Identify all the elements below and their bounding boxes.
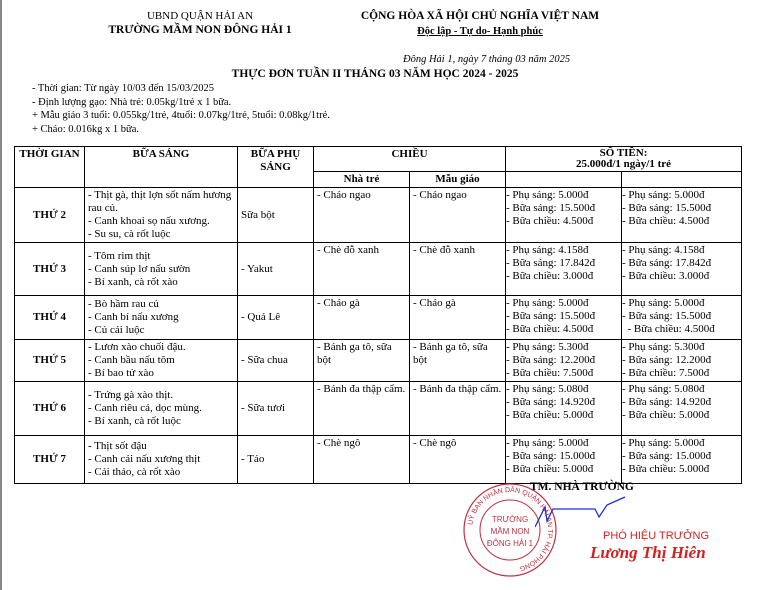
breakfast-line: - Su su, cà rốt luộc (88, 228, 171, 240)
note: - Định lượng gạo: Nhà trẻ: 0.05kg/1trẻ x 1 bữa. (32, 96, 232, 108)
nursery-cell: - Cháo ngao (314, 188, 410, 243)
cost1-line: - Phụ sáng: 5.080đ (506, 383, 589, 395)
cost1-line: - Phụ sáng: 4.158đ (506, 244, 589, 256)
breakfast-line: - Canh riêu cá, dọc mùng. (88, 402, 202, 414)
table-row (15, 340, 742, 382)
table-row (15, 188, 742, 243)
header-nursery: Nhà trẻ (314, 172, 410, 188)
header-breakfast: BỮA SÁNG (85, 147, 238, 188)
table-row (15, 243, 742, 296)
cost-cell (506, 382, 622, 436)
breakfast-line: - Canh khoai sọ nấu xương. (88, 215, 210, 227)
cost1-line: - Phụ sáng: 5.000đ (506, 297, 589, 309)
kindergarten-cell: - Chè đỗ xanh (410, 243, 506, 296)
cost1-line: - Bữa chiều: 7.500đ (506, 367, 594, 379)
date-line: Đông Hải 1, ngày 7 tháng 03 năm 2025 (403, 54, 571, 65)
kindergarten-cell: - Bánh đa thập cẩm. (410, 382, 506, 436)
breakfast-cell (85, 188, 238, 243)
signature-scribble (535, 495, 635, 535)
signature-name: Lương Thị Hiên (590, 543, 706, 562)
header-money-empty-2 (622, 172, 742, 188)
cost1-line: - Bữa chiều: 4.500đ (506, 215, 594, 227)
note: - Thời gian: Từ ngày 10/03 đến 15/03/2025 (32, 83, 215, 94)
kindergarten-cell: - Chè ngô (410, 436, 506, 484)
breakfast-line: - Bí xanh, cà rốt luộc (88, 415, 181, 427)
cost1-line: - Bữa sáng: 12.200đ (506, 354, 596, 366)
header-snack: BỮA PHỤ SÁNG (238, 147, 314, 188)
table-row (15, 296, 742, 340)
nursery-cell: - Cháo gà (314, 296, 410, 340)
day-cell: THỨ 3 (15, 243, 85, 296)
cost-cell (506, 188, 622, 243)
kindergarten-cell: - Cháo ngao (410, 188, 506, 243)
money-rate: 25.000đ/1 ngày/1 trẻ (575, 158, 672, 170)
signature-for: TM. NHÀ TRƯỜNG (530, 481, 634, 493)
cost2-line: - Phụ sáng: 5.000đ (622, 437, 705, 449)
breakfast-cell (85, 243, 238, 296)
day-cell: THỨ 5 (15, 340, 85, 382)
cost2-line: - Bữa chiều: 4.500đ (622, 215, 710, 227)
cost1-line: - Phụ sáng: 5.300đ (506, 341, 589, 353)
menu-table (14, 146, 742, 484)
cost-cell (506, 340, 622, 382)
note: + Cháo: 0.016kg x 1 bữa. (32, 123, 139, 135)
breakfast-line: - Canh bí nấu xương (88, 311, 179, 323)
svg-text:ĐÔNG HẢI 1: ĐÔNG HẢI 1 (486, 539, 534, 548)
breakfast-cell (85, 436, 238, 484)
day-cell: THỨ 4 (15, 296, 85, 340)
breakfast-line: - Lươn xào chuối đậu. (88, 341, 186, 353)
header-time: THỜI GIAN (15, 147, 85, 188)
snack-cell: - Sữa tươi (238, 382, 314, 436)
nursery-cell: - Chè đỗ xanh (314, 243, 410, 296)
page-edge (0, 0, 2, 590)
breakfast-cell (85, 382, 238, 436)
breakfast-line: - Canh súp lơ nấu sườn (88, 262, 191, 275)
menu-title: THỰC ĐƠN TUẦN II THÁNG 03 NĂM HỌC 2024 - 2025 (231, 68, 519, 80)
cost2-line: - Bữa sáng: 17.842đ (622, 257, 712, 269)
cost-cell (506, 436, 622, 484)
kindergarten-cell: - Bánh ga tô, sữa bột (410, 340, 506, 382)
day-cell: THỨ 7 (15, 436, 85, 484)
breakfast-line: - Canh bầu nấu tôm (88, 354, 175, 366)
cost1-line: - Bữa chiều: 5.000đ (506, 409, 594, 421)
table-row (15, 382, 742, 436)
nursery-cell: - Bánh ga tô, sữa bột (314, 340, 410, 382)
day-cell: THỨ 2 (15, 188, 85, 243)
header-money (506, 147, 742, 172)
cost2-line: - Bữa chiều: 7.500đ (622, 367, 710, 379)
cost1-line: - Bữa sáng: 15.500đ (506, 202, 596, 214)
cost2-line: - Phụ sáng: 4.158đ (622, 244, 705, 256)
snack-cell: - Quả Lê (238, 296, 314, 340)
cost1-line: - Phụ sáng: 5.000đ (506, 189, 589, 201)
snack-cell: Sữa bột (238, 188, 314, 243)
note: + Mẫu giáo 3 tuổi: 0.055kg/1trẻ, 4tuổi: 0.07kg/1trẻ, 5tuổi: 0.08kg/1trẻ. (32, 110, 330, 121)
cost2-line: - Bữa chiều: 5.000đ (622, 463, 710, 475)
cost2-line: - Bữa chiều: 5.000đ (622, 409, 710, 421)
cost2-line: - Bữa sáng: 15.000đ (622, 450, 712, 462)
cost1-line: - Bữa chiều: 5.000đ (506, 463, 594, 475)
breakfast-cell (85, 340, 238, 382)
snack-cell: - Sữa chua (238, 340, 314, 382)
signature-position: PHÓ HIỆU TRƯỞNG (603, 530, 710, 542)
svg-text:TRƯỜNG: TRƯỜNG (491, 515, 529, 524)
table-row (15, 436, 742, 484)
cost1-line: - Bữa sáng: 15.000đ (506, 450, 596, 462)
cost-cell (506, 296, 622, 340)
cost2-line: - Bữa sáng: 15.500đ (622, 202, 712, 214)
cost2-line: - Phụ sáng: 5.000đ (622, 189, 705, 201)
cost-cell (622, 436, 742, 484)
cost-cell (622, 243, 742, 296)
cost2-line: - Phụ sáng: 5.300đ (622, 341, 705, 353)
breakfast-line: - Bò hầm rau củ (88, 298, 159, 310)
money-label: SỐ TIỀN: (599, 147, 648, 159)
breakfast-line: - Canh cải nấu xương thịt (88, 453, 201, 465)
motto: Độc lập - Tự do- Hạnh phúc (417, 26, 543, 37)
cost2-line: - Bữa sáng: 15.500đ (622, 310, 712, 322)
cost-cell (622, 340, 742, 382)
cost-cell (622, 188, 742, 243)
header-money-empty-1 (506, 172, 622, 188)
nation-title: CỘNG HÒA XÃ HỘI CHỦ NGHĨA VIỆT NAM (360, 10, 600, 22)
cost2-line: - Bữa sáng: 12.200đ (622, 354, 712, 366)
cost1-line: - Bữa chiều: 4.500đ (506, 323, 594, 335)
cost1-line: - Bữa sáng: 15.500đ (506, 310, 596, 322)
kindergarten-cell: - Cháo gà (410, 296, 506, 340)
cost2-line: - Phụ sáng: 5.080đ (622, 383, 705, 395)
notes (32, 82, 330, 136)
snack-cell: - Yakut (238, 243, 314, 296)
school-name: TRƯỜNG MẦM NON ĐÔNG HẢI 1 (108, 24, 292, 36)
cost1-line: - Bữa chiều: 3.000đ (506, 270, 594, 282)
nursery-cell: - Bánh đa thập cẩm. (314, 382, 410, 436)
cost1-line: - Phụ sáng: 5.000đ (506, 437, 589, 449)
breakfast-cell (85, 296, 238, 340)
cost2-line: - Phụ sáng: 5.000đ (622, 297, 705, 309)
cost1-line: - Bữa sáng: 14.920đ (506, 396, 596, 408)
breakfast-line: - Thịt gà, thịt lợn sốt nấm hương rau củ. (88, 189, 232, 214)
cost-cell (506, 243, 622, 296)
cost2-line: - Bữa sáng: 14.920đ (622, 396, 712, 408)
cost2-line: - Bữa chiều: 3.000đ (622, 270, 710, 282)
breakfast-line: - Tôm rim thịt (88, 249, 151, 262)
svg-text:UỶ BAN NHÂN DÂN QUẬN HẢI AN TP: UỶ BAN NHÂN DÂN QUẬN HẢI AN TP. HẢI PHÒNG (467, 486, 554, 572)
svg-text:MẦM NON: MẦM NON (490, 527, 530, 536)
cost2-line: - Bữa chiều: 4.500đ (622, 323, 715, 335)
breakfast-line: - Bí bao tử xào (88, 367, 154, 379)
day-cell: THỨ 6 (15, 382, 85, 436)
breakfast-line: - Trứng gà xào thịt. (88, 389, 174, 401)
breakfast-line: - Cải thảo, cà rốt xào (88, 466, 181, 478)
cost-cell (622, 382, 742, 436)
header-kindergarten: Mẫu giáo (410, 172, 506, 188)
cost-cell (622, 296, 742, 340)
snack-cell: - Táo (238, 436, 314, 484)
nursery-cell: - Chè ngô (314, 436, 410, 484)
breakfast-line: - Củ cải luộc (88, 324, 145, 336)
cost1-line: - Bữa sáng: 17.842đ (506, 257, 596, 269)
breakfast-line: - Thịt sốt đậu (88, 440, 147, 452)
breakfast-line: - Bí xanh, cà rốt xào (88, 275, 178, 288)
header-afternoon: CHIỀU (314, 147, 506, 172)
org-name: UBND QUẬN HẢI AN (146, 10, 254, 22)
